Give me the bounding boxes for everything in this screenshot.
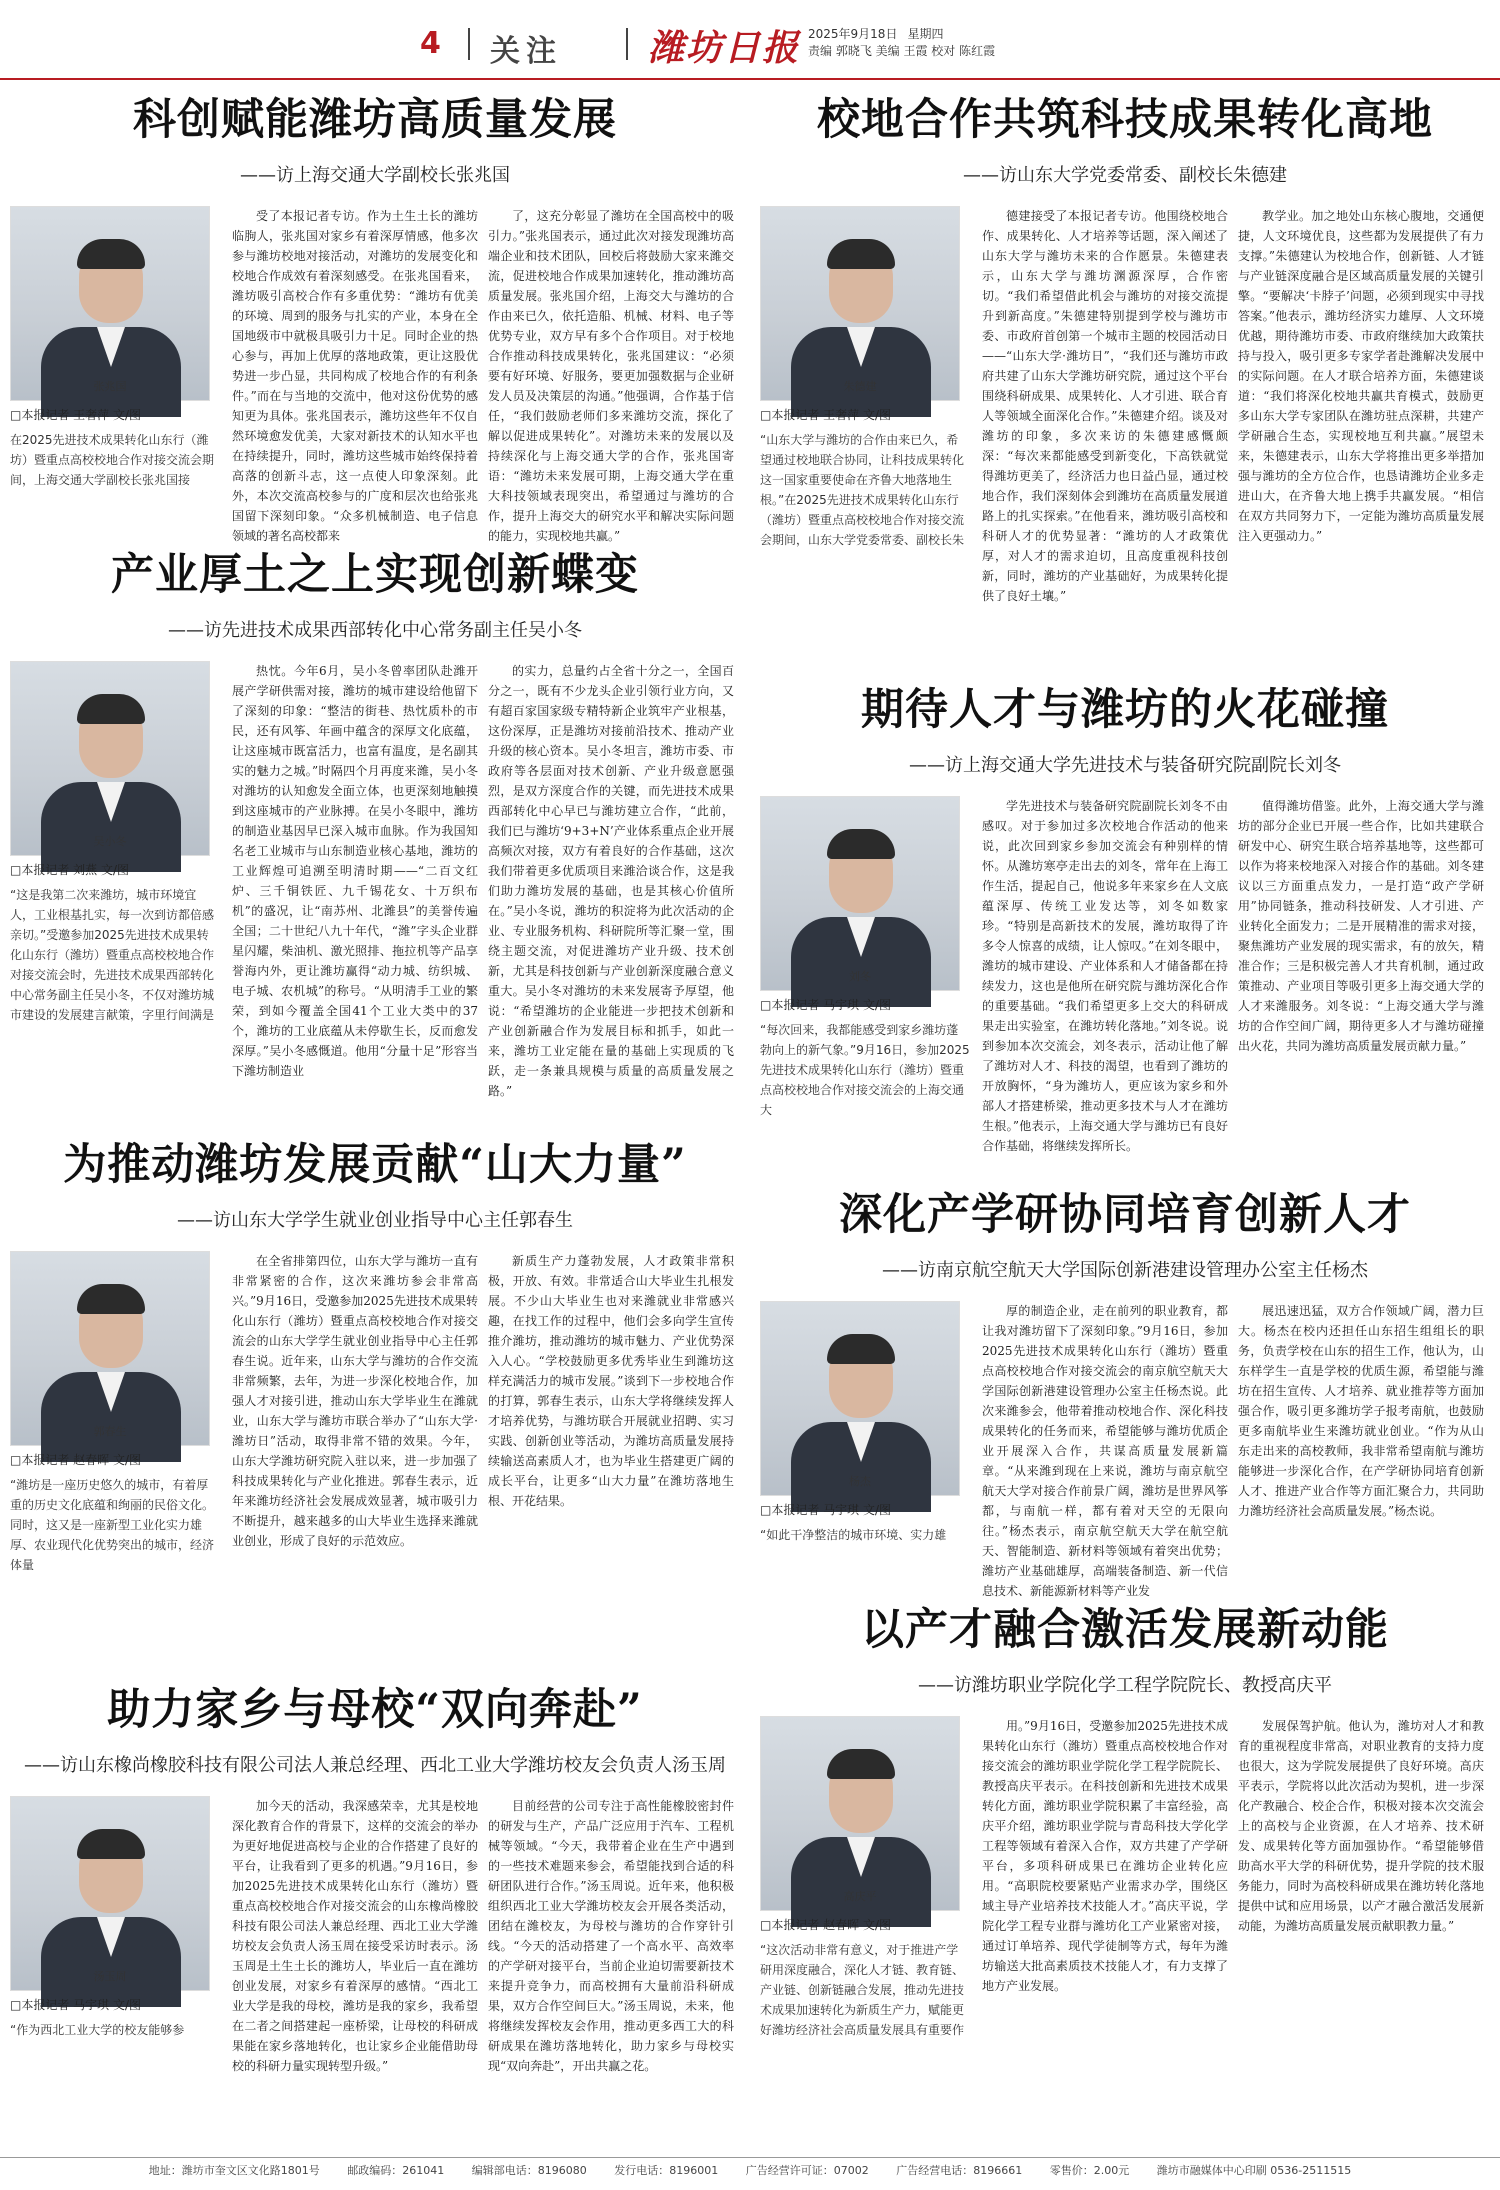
article-column: [232, 1796, 478, 2150]
portrait-photo: [10, 206, 210, 401]
article-lead: “每次回来，我都能感受到家乡潍坊蓬勃向上的新气象。”9月16日，参加2025先进技术成果转化山东行（潍坊）暨重点高校校地合作对接交流会的上海交通大: [760, 1023, 970, 1117]
photo-caption: 吴小冬: [93, 835, 127, 848]
footer-editorial-phone: 编辑部电话：8196080: [471, 2164, 587, 2177]
article-column: [982, 1716, 1228, 2150]
article-subheadline: ——访先进技术成果西部转化中心常务副主任吴小冬: [168, 620, 582, 641]
article-subheadline: ——访上海交通大学先进技术与装备研究院副院长刘冬: [909, 755, 1341, 776]
article-column: [982, 796, 1228, 1170]
footer-ad-license: 广告经营许可证：07002: [745, 2164, 869, 2177]
article-body: [760, 1301, 1490, 1598]
newspaper-logo: 潍坊日报: [648, 27, 801, 69]
article-subheadline: ——访山东橡尚橡胶科技有限公司法人兼总经理、西北工业大学潍坊校友会负责人汤玉周: [24, 1755, 726, 1776]
footer-rule: [0, 2157, 1500, 2158]
article-column: [232, 1251, 478, 1665]
article-subheadline: ——访山东大学学生就业创业指导中心主任郭春生: [177, 1210, 573, 1231]
portrait-photo: [10, 1251, 210, 1446]
footer-printing: 潍坊市融媒体中心印刷 0536-2511515: [1156, 2164, 1352, 2177]
photo-caption: 郭春生: [93, 1425, 127, 1438]
portrait-hair: [827, 829, 895, 859]
reporter-byline: □本报记者 刘燕 文/图: [10, 863, 130, 877]
article-body: [760, 1716, 1490, 2150]
article-body: [10, 206, 740, 543]
article-subheadline: ——访上海交通大学副校长张兆国: [240, 165, 510, 186]
column-text: 德建接受了本报记者专访。他围绕校地合作、成果转化、人才培养等话题，深入阐述了山东大学与潍坊未来的合作愿景。朱德建表示，山东大学与潍坊渊源深厚，合作密切。“我们希望借此机会与潍坊的对接交流提升到新高度。”朱德建特别提到学校与潍坊市委、市政府首创第一个城市主题的校园活动日——“山东大学·潍坊日”，“我们还与潍坊市政府共建了山东大学潍坊研究院，通过这个平台围绕科研成果、成果转化、人才引进、联合育人等领域全面深化合作。”朱德建介绍。谈及对潍坊的印象，多次来访的朱德建感慨颇深：“每次来都能感受到新变化，下高铁就觉得潍坊更美了，经济活力也日益凸显，通过校地合作，我们深刻体会到潍坊在高质量发展道路上的扎实探索。”在他看来，潍坊吸引高校和科研人才的优势显著：“潍坊的人才政策优厚，对人才的需求迫切，且高度重视科技创新，同时，潍坊的产业基础好，为成果转化提供了良好土壤。”: [982, 209, 1228, 603]
column-text: 厚的制造企业，走在前列的职业教育，都让我对潍坊留下了深刻印象。”9月16日，参加2025先进技术成果转化山东行（潍坊）暨重点高校校地合作对接交流会的南京航空航天大学国际创新港建设管理办公室主任杨杰说。此次来潍参会，他带着推动校地合作、深化科技成果转化的任务而来，希望能够与潍坊优质企业开展深入合作，共谋高质量发展新篇章。“从来潍到现在上来说，潍坊与南京航空航天大学对接合作前景广阔，潍坊是世界风筝都，与南航一样，都有着对天空的无限向往。”杨杰表示，南京航空航天大学在航空航天、智能制造、新材料等领域有着突出优势；潍坊产业基础雄厚，高端装备制造、新一代信息技术、新能源新材料等产业发: [982, 1304, 1228, 1598]
article-body: [10, 1251, 740, 1665]
portrait-hair: [827, 239, 895, 269]
article-a4: [760, 680, 1490, 1170]
section-title: 关注: [490, 34, 562, 69]
article-lead: “如此干净整洁的城市环境、实力雄: [760, 1528, 947, 1542]
article-subheadline: ——访山东大学党委常委、副校长朱德建: [963, 165, 1287, 186]
article-lead: “这次活动非常有意义，对于推进产学研用深度融合，深化人才链、教育链、产业链、创新链融合发展，推动先进技术成果加速转化为新质生产力，赋能更好潍坊经济社会高质量发展具有重要作: [760, 1943, 965, 2037]
column-text: 的实力，总量约占全省十分之一，全国百分之一，既有不少龙头企业引领行业方向，又有超百家国家级专精特新企业筑牢产业根基，这份深厚，正是潍坊对接前沿技术、推动产业升级的核心资本。吴小冬坦言，潍坊市委、市政府等各层面对技术创新、产业升级意愿强烈，是双方深度合作的关键，而先进技术成果西部转化中心早已与潍坊建立合作，“此前，我们已与潍坊‘9+3+N’产业体系重点企业开展高频次对接，双方有着良好的合作基础，这次我们带着更多优质项目来潍洽谈合作，这是我们助力潍坊发展的基础，也是其核心价值所在。”吴小冬说，潍坊的积淀将为此次活动的企业、专业服务机构、科研院所等汇聚一堂，围绕主题交流，对促进潍坊产业升级、技术创新，尤其是科技创新与产业创新深度融合意义重大。吴小冬对潍坊的未来发展寄予厚望，他说：“希望潍坊的企业能进一步把技术创新和产业创新融合作为发展目标和抓手，如此一来，潍坊工业定能在量的基础上实现质的飞跃，走一条兼具规模与质量的高质量发展之路。”: [488, 664, 734, 1098]
article-column: [1238, 796, 1484, 1170]
article-a6: [760, 1185, 1490, 1598]
photo-caption: 刘冬: [849, 970, 871, 983]
portrait-hair: [827, 1334, 895, 1364]
portrait-photo: [10, 1796, 210, 1991]
footer-distribution-phone: 发行电话：8196001: [614, 2164, 719, 2177]
portrait-hair: [77, 239, 145, 269]
column-text: 展迅速迅猛，双方合作领域广阔，潜力巨大。杨杰在校内还担任山东招生组组长的职务，负责学校在山东的招生工作，他认为，山东样学生一直是学校的优质生源，希望能与潍坊在招生宣传、人才培养、就业推荐等方面加强合作，吸引更多潍坊学子报考南航，也鼓励更多南航毕业生来潍坊就业创业。“作为从山东走出来的高校教师，我非常希望南航与潍坊能够进一步深化合作，在产学研协同培育创新人才、推进产业合作等方面汇聚合力，共同助力潍坊经济社会高质量发展。”杨杰说。: [1238, 1304, 1484, 1518]
photo-caption: 汤玉周: [93, 1970, 127, 1983]
article-a3: [10, 545, 740, 1120]
article-column: [488, 1796, 734, 2150]
article-lead: 在2025先进技术成果转化山东行（潍坊）暨重点高校校地合作对接交流会期间，上海交通大学副校长张兆国接: [10, 433, 215, 487]
reporter-byline: □本报记者 赵春晖 文/图: [10, 1453, 142, 1467]
portrait-photo: [760, 1716, 960, 1911]
column-text: 在全省排第四位，山东大学与潍坊一直有非常紧密的合作，这次来潍坊参会非常高兴。”9月16日，受邀参加2025先进技术成果转化山东行（潍坊）暨重点高校校地合作对接交流会的山东大学学生就业创业指导中心主任郭春生说。近年来，山东大学与潍坊的合作交流非常频繁，去年，为进一步深化校地合作，加强人才对接引进，推动山东大学毕业生在潍就业，山东大学与潍坊市联合举办了“山东大学·潍坊日”活动，取得非常不错的效果。今年，山东大学潍坊研究院入驻以来，进一步加强了科技成果转化与产业化推进。郭春生表示，近年来潍坊经济社会发展成效显著，城市吸引力不断提升，越来越多的山大毕业生选择来潍就业创业，形成了良好的示范效应。: [232, 1254, 478, 1548]
photo-caption: 高庆平: [843, 1890, 877, 1903]
article-body: [10, 1796, 740, 2150]
column-text: 新质生产力蓬勃发展，人才政策非常积极，开放、有效。非常适合山大毕业生扎根发展。不少山大毕业生也对来潍就业非常感兴趣，在找工作的过程中，他们会多向学生宣传推介潍坊，推动潍坊的城市魅力、产业优势深入人心。“学校鼓励更多优秀毕业生到潍坊这样充满活力的城市发展。”谈到下一步校地合作的打算，郭春生表示，山东大学将继续发挥人才培养优势，与潍坊联合开展就业招聘、实习实践、创新创业等活动，为潍坊高质量发展持续输送高素质人才，也为毕业生搭建更广阔的成长平台，让更多“山大力量”在潍坊落地生根、开花结果。: [488, 1254, 734, 1508]
article-headline: 助力家乡与母校“双向奔赴”: [107, 1685, 643, 1735]
column-text: 受了本报记者专访。作为土生土长的潍坊临朐人，张兆国对家乡有着深厚情感，他多次参与潍坊校地对接活动，对潍坊的发展变化和校地合作成效有着深刻感受。在张兆国看来，潍坊吸引高校合作有多重优势：“潍坊有优美的环境、周到的服务与扎实的产业，本身在全国地级市中就极具吸引力十足。同时企业的热心参与，再加上优厚的落地政策，更让这股优势进一步凸显，共同构成了校地合作的有利条件。”而在与当地的交流中，他对这份优势的感知更为具体。张兆国表示，潍坊这些年不仅自然环境愈发优美，大家对新技术的认知水平也在持续提升，同时，潍坊这些城市始终保持着高落的创新斗志，这一点使人印象深刻。此外，本次交流高校参与的广度和层次也给张兆国留下深刻印象。“众多机械制造、电子信息领域的著名高校都来: [232, 209, 478, 543]
article-lead: “潍坊是一座历史悠久的城市，有着厚重的历史文化底蕴和绚丽的民俗文化。同时，这又是一座新型工业化实力雄厚、农业现代化优势突出的城市，经济体量: [10, 1478, 215, 1572]
article-column: [982, 1301, 1228, 1598]
portrait-photo: [10, 661, 210, 856]
article-a1: [10, 90, 740, 543]
article-column: [232, 206, 478, 543]
article-a7: [10, 1680, 740, 2150]
article-a8: [760, 1600, 1490, 2150]
article-headline: 为推动潍坊发展贡献“山大力量”: [63, 1140, 687, 1190]
column-text: 目前经营的公司专注于高性能橡胶密封件的研发与生产，产品广泛应用于汽车、工程机械等领域。“今天，我带着企业在生产中遇到的一些技术难题来参会，希望能找到合适的科研团队进行合作。”汤玉周说。近年来，他积极组织西北工业大学潍坊校友会开展各类活动，团结在潍校友，为母校与潍坊的合作穿针引线。“今天的活动搭建了一个高水平、高效率的产学研对接平台，当前企业迫切需要新技术来提升竞争力，而高校拥有大量前沿科研成果，双方合作空间巨大。”汤玉周说，未来，他将继续发挥校友会作用，推动更多西工大的科研成果在潍坊落地转化，助力家乡与母校实现“双向奔赴”，开出共赢之花。: [488, 1799, 734, 2073]
masthead-rule: [0, 78, 1500, 80]
reporter-byline: □本报记者 王奢萍 文/图: [10, 408, 142, 422]
footer-price: 零售价：2.00元: [1049, 2164, 1130, 2177]
article-headline: 校地合作共筑科技成果转化高地: [817, 95, 1433, 145]
column-text: 加今天的活动，我深感荣幸，尤其是校地深化教育合作的背景下，这样的交流会的举办为更好地促进高校与企业的合作搭建了良好的平台，让我看到了更多的机遇。”9月16日，参加2025先进技术成果转化山东行（潍坊）暨重点高校校地合作对接交流会的山东橡尚橡胶科技有限公司法人兼总经理、西北工业大学潍坊校友会负责人汤玉周在接受采访时表示。汤玉周是土生土长的潍坊人，毕业后一直在潍坊创业发展，对家乡有着深厚的感情。“西北工业大学是我的母校，潍坊是我的家乡，我希望在二者之间搭建起一座桥梁，让母校的科研成果能在家乡落地转化，也让家乡企业能借助母校的科研力量实现转型升级。”: [232, 1799, 478, 2073]
article-headline: 期待人才与潍坊的火花碰撞: [861, 685, 1389, 735]
article-headline: 深化产学研协同培育创新人才: [839, 1190, 1411, 1240]
portrait-hair: [77, 694, 145, 724]
portrait-photo: [760, 1301, 960, 1496]
photo-caption: 杨杰: [849, 1475, 871, 1488]
article-column: [1238, 1301, 1484, 1590]
masthead: [0, 0, 1500, 78]
article-column: [232, 661, 478, 1120]
article-column: [1238, 206, 1484, 670]
article-lead: “作为西北工业大学的校友能够参: [10, 2023, 185, 2037]
article-a2: [760, 90, 1490, 670]
masthead-divider: [468, 28, 470, 60]
article-lead: “山东大学与潍坊的合作由来已久，希望通过校地联合协同，让科技成果转化这一国家重要使命在齐鲁大地落地生根。”在2025先进技术成果转化山东行（潍坊）暨重点高校校地合作对接交流会期间，山东大学党委常委、副校长朱: [760, 433, 965, 547]
article-body: [760, 796, 1490, 1170]
issue-date: 2025年9月18日: [808, 27, 898, 41]
footer-address: 地址：潍坊市奎文区文化路1801号: [148, 2164, 320, 2177]
article-headline: 以产才融合激活发展新动能: [861, 1605, 1389, 1655]
photo-caption: 张兆国: [93, 380, 127, 393]
masthead-divider: [626, 28, 628, 60]
reporter-byline: □本报记者 王奢萍 文/图: [760, 408, 892, 422]
reporter-byline: □本报记者 赵春晖 文/图: [760, 1918, 892, 1932]
article-body: [760, 206, 1490, 670]
editor-credits: 责编 郭晓飞 美编 王霞 校对 陈红霞: [808, 44, 996, 58]
article-lead: “这是我第二次来潍坊，城市环境宜人，工业根基扎实，每一次到访都倍感亲切。”受邀参加2025先进技术成果转化山东行（潍坊）暨重点高校校地合作对接交流会时，先进技术成果西部转化中心常务副主任吴小冬，不仅对潍坊城市建设的发展建言献策，字里行间满是: [10, 888, 215, 1022]
article-column: [1238, 1716, 1484, 2150]
article-column: [488, 206, 734, 543]
article-headline: 科创赋能潍坊高质量发展: [133, 95, 617, 145]
article-headline: 产业厚土之上实现创新蝶变: [111, 550, 639, 600]
column-text: 学先进技术与装备研究院副院长刘冬不由感叹。对于参加过多次校地合作活动的他来说，此次回到家乡参加交流会有种别样的情怀。从潍坊寒亭走出去的刘冬，常年在上海工作生活，提起自己，他说多年来家乡在人文底蕴深厚、传统工业发达等，刘冬如数家珍。“特别是高新技术的发展，潍坊取得了许多令人惊喜的成绩，让人惊叹。”在刘冬眼中，潍坊的城市建设、产业体系和人才储备都在持续发力，这也是他所在研究院与潍坊深化合作的重要基础。“我们希望更多上交大的科研成果走出实验室，在潍坊转化落地。”刘冬说。说到参加本次交流会，刘冬表示，活动让他了解了潍坊对人才、科技的渴望，也看到了潍坊的开放胸怀，“身为潍坊人，更应该为家乡和外部人才搭建桥梁，推动更多技术与人才在潍坊生根。”他表示，上海交通大学与潍坊已有良好合作基础，将继续发挥所长。: [982, 799, 1228, 1153]
photo-caption: 朱德建: [843, 380, 877, 393]
article-subheadline: ——访南京航空航天大学国际创新港建设管理办公室主任杨杰: [882, 1260, 1368, 1281]
portrait-hair: [77, 1829, 145, 1859]
column-text: 了，这充分彰显了潍坊在全国高校中的吸引力。”张兆国表示，通过此次对接发现潍坊高端企业和技术团队，回校后将鼓励大家来潍交流，促进校地合作成果加速转化，推动潍坊高质量发展。张兆国介绍，上海交大与潍坊的合作由来已久，依托造船、机械、材料、电子等优势专业，双方早有多个合作项目。对于校地合作推动科技成果转化，张兆国建议：“必须要有好环境、好服务，要更加强数据与企业研发人员及决策层的沟通。”他强调，合作基于信任，“我们鼓励老师们多来潍坊交流，探化了解以促进成果转化”。对潍坊未来的发展以及持续深化与上海交通大学的合作，张兆国寄语：“潍坊未来发展可期，上海交通大学在重大科技领域表现突出，希望通过与潍坊的合作，提升上海交大的研究水平和解决实际问题的能力，实现校地共赢。”: [488, 209, 734, 543]
footer-ad-phone: 广告经营电话：8196661: [896, 2164, 1023, 2177]
article-body: [10, 661, 740, 1120]
reporter-byline: □本报记者 马宇琪 文/图: [10, 1998, 142, 2012]
page-number: 4: [420, 26, 441, 61]
column-text: 值得潍坊借鉴。此外，上海交通大学与潍坊的部分企业已开展一些合作，比如共建联合研发中心、研究生联合培养基地等，这些都可以作为将来校地深入对接合作的基础。刘冬建议以三方面重点发力，一是打造“政产学研用”协同链条，推动科技研发、人才引进、产业转化全面发力；二是开展精准的需求对接，聚焦潍坊产业发展的现实需求，有的放矢，精准合作；三是积极完善人才共育机制，通过政策推动、产业项目等吸引更多上海交通大学的人才来潍服务。刘冬说：“上海交通大学与潍坊的合作空间广阔，期待更多人才与潍坊碰撞出火花，共同为潍坊高质量发展贡献力量。”: [1238, 799, 1484, 1053]
article-column: [982, 206, 1228, 670]
article-a5: [10, 1135, 740, 1665]
portrait-hair: [827, 1749, 895, 1779]
article-column: [488, 661, 734, 1120]
portrait-photo: [760, 796, 960, 991]
column-text: 用。”9月16日，受邀参加2025先进技术成果转化山东行（潍坊）暨重点高校校地合作对接交流会的潍坊职业学院化学工程学院院长、教授高庆平表示。在科技创新和先进技术成果转化方面，潍坊职业学院积累了丰富经验，高庆平介绍，潍坊职业学院与青岛科技大学化学工程等领域有着深入合作，双方共建了产学研平台，多项科研成果已在潍坊企业转化应用。“高职院校要紧贴产业需求办学，围绕区域主导产业培养技术技能人才。”高庆平说，学院化学工程专业群与潍坊化工产业紧密对接，通过订单培养、现代学徒制等方式，每年为潍坊输送大批高素质技术技能人才，有力支撑了地方产业发展。: [982, 1719, 1228, 1993]
column-text: 热忱。今年6月，吴小冬曾率团队赴潍开展产学研供需对接，潍坊的城市建设给他留下了深刻的印象：“整洁的街巷、热忱质朴的市民，还有风筝、年画中蕴含的深厚文化底蕴，让这座城市既富活力，也富有温度，是名副其实的魅力之城。”时隔四个月再度来潍，吴小冬对潍坊的认知愈发全面立体，也更深刻地触摸到这座城市的产业脉搏。在吴小冬眼中，潍坊的制造业基因早已深入城市血脉。作为我国知名老工业城市与山东制造业核心基地，潍坊的工业辉煌可追溯至明清时期——“二百文红炉、三千铜铁匠、九千锡花女、十万织布机”的盛况，让“南苏州、北潍县”的美誉传遍全国；二十世纪八九十年代，“潍”字头企业群星闪耀，柴油机、激光照排、拖拉机等产品享誉海内外，更让潍坊赢得“动力城、纺织城、电子城、农机城”的称号。“从明清手工业的繁荣，到如今覆盖全国41个工业大类中的37个，潍坊的工业底蕴从未停歇生长，反而愈发深厚。”吴小冬感慨道。他用“分量十足”形容当下潍坊制造业: [232, 664, 478, 1078]
column-text: 发展保驾护航。他认为，潍坊对人才和教育的重视程度非常高，对职业教育的支持力度也很大，这为学院发展提供了良好环境。高庆平表示，学院将以此次活动为契机，进一步深化产教融合、校企合作，积极对接本次交流会上的高校与企业资源，在人才培养、技术研发、成果转化等方面加强协作。“希望能够借助高水平大学的科研优势，提升学院的技术服务能力，同时为高校科研成果在潍坊转化落地提供中试和应用场景，以产才融合激活发展新动能，为潍坊高质量发展贡献职教力量。”: [1238, 1719, 1484, 1933]
portrait-hair: [77, 1284, 145, 1314]
article-column: [488, 1251, 734, 1665]
issue-info: [808, 26, 995, 60]
footer: [0, 2162, 1500, 2178]
footer-postcode: 邮政编码：261041: [347, 2164, 445, 2177]
issue-weekday: 星期四: [907, 27, 944, 41]
portrait-photo: [760, 206, 960, 401]
reporter-byline: □本报记者 马宇琪 文/图: [760, 998, 892, 1012]
article-subheadline: ——访潍坊职业学院化学工程学院院长、教授高庆平: [918, 1675, 1332, 1696]
column-text: 教学业。加之地处山东核心腹地，交通便捷，人文环境优良，这些都为发展提供了有力支撑。”朱德建认为校地合作，创新链、人才链与产业链深度融合是区域高质量发展的关键引擎。“要解决‘卡脖子’问题，必须到现实中寻找答案。”他表示，潍坊经济实力雄厚、人文环境优越，期待潍坊市委、市政府继续加大政策扶持与投入，吸引更多专家学者赴潍解决发展中的实际问题。在人才联合培养方面，朱德建谈道：“我们将深化校地共赢共育模式，鼓励更多山东大学专家团队在潍坊驻点深耕，共建产学研融合生态，实现校地互利共赢。”展望未来，朱德建表示，山东大学将推出更多举措加强与潍坊的全方位合作，也恳请潍坊企业多走进山大，在齐鲁大地上携手共赢发展。“相信在双方共同努力下，一定能为潍坊高质量发展注入更强动力。”: [1238, 209, 1484, 543]
reporter-byline: □本报记者 马宇琪 文/图: [760, 1503, 892, 1517]
